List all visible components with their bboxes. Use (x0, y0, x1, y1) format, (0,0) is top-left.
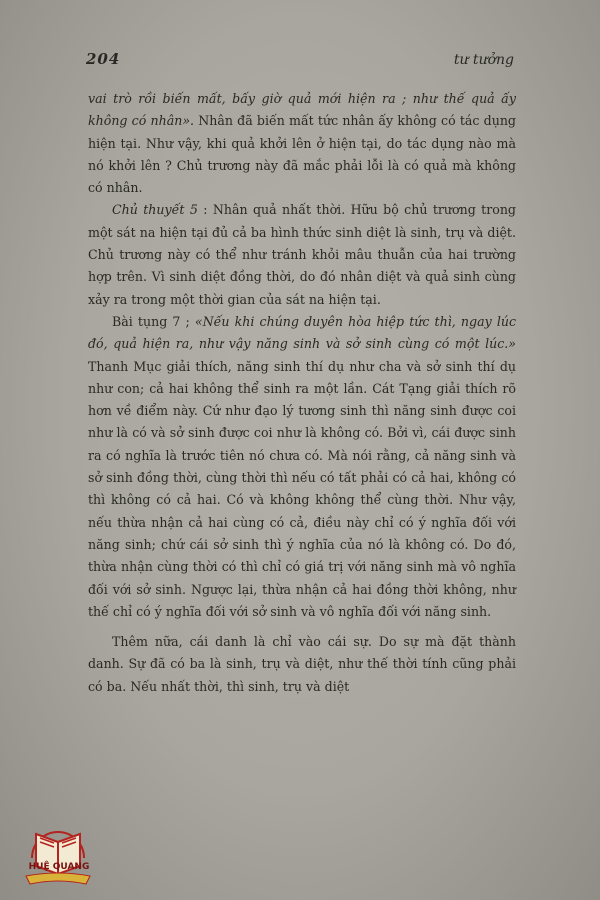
body-text (88, 88, 516, 698)
logo-label: HUỆ QUANG (28, 862, 90, 872)
text-segment: Bài tụng 7 ; (112, 313, 195, 329)
text-segment: «Nếu khi chúng duyên hòa hiệp tức thì, ngay lúc đó, quả hiện ra, như vậy năng sinh và sở sinh cùng có một lúc.» (88, 313, 517, 352)
page-header (86, 50, 514, 76)
text-segment: Thêm nữa, cái danh là chỉ vào cái sự. Do sự mà đặt thành danh. Sự đã có ba là sinh, trụ và diệt, như thế thời tính cũng phải có ba. Nếu nhất thời, thì sinh, trụ và diệt (88, 634, 516, 694)
text-segment: : Nhân quả nhất thời. Hữu bộ chủ trương trong một sát na hiện tại đủ cả ba hình thức sinh diệt là sinh, trụ và diệt. Chủ trương này có thể như tránh khỏi mâu thuẫn của hai trường hợp trên. Vì sinh diệt đồng thời, do đó nhân diệt và quả sinh cùng xảy ra trong một thời gian của sát na hiện tại. (88, 202, 516, 307)
text-segment: Nhân đã biến mất tức nhân ấy không có tác dụng hiện tại. Như vậy, khi quả khởi lên ở hiện tại, do tác dụng nào mà nó khởi lên ? Chủ trương này đã mắc phải lỗi là có quả mà không có nhân. (88, 113, 516, 196)
text-segment: Thanh Mục giải thích, năng sinh thí dụ như cha và sở sinh thí dụ như con; cả hai không thể sinh ra một lần. Cát Tạng giải thích rõ hơn về điểm này. Cứ như đạo lý tương sinh thì năng sinh được coi như là có và sở sinh được coi như là không có. Bởi vì, cái được sinh ra có nghĩa là trước tiên nó chưa có. Mà nói rằng, cả năng sinh và sở sinh đồng thời, cùng thời thì nếu có tất phải có cả hai, không có thì không có cả hai. Có và không không thể cùng thời. Như vậy, nếu thừa nhận cả hai cùng có cả, điều này chỉ có ý nghĩa đối với năng sinh; chứ cái sở sinh thì ý nghĩa của nó là không có. Do đó, thừa nhận cùng thời có thì chỉ có giá trị với năng sinh mà vô nghĩa đối với sở sinh. Ngược lại, thừa nhận cả hai đồng thời không, như thế chỉ có ý nghĩa đối với sở sinh và vô nghĩa đối với năng sinh. (88, 358, 516, 619)
paragraph-2 (88, 199, 516, 310)
hue-quang-logo (18, 818, 98, 890)
book-logo-icon (18, 818, 98, 890)
paragraph-3 (88, 311, 516, 623)
text-segment: vai trò rồi biến mất, bấy giờ quả mới hiện ra ; như thế quả ấy không có nhân». (88, 91, 516, 129)
page-number: 204 (86, 50, 121, 68)
paragraph-1 (88, 88, 516, 199)
paragraph-4 (88, 631, 516, 698)
running-title: tư tưởng (453, 52, 514, 68)
text-segment: Chủ thuyết 5 (112, 202, 198, 218)
